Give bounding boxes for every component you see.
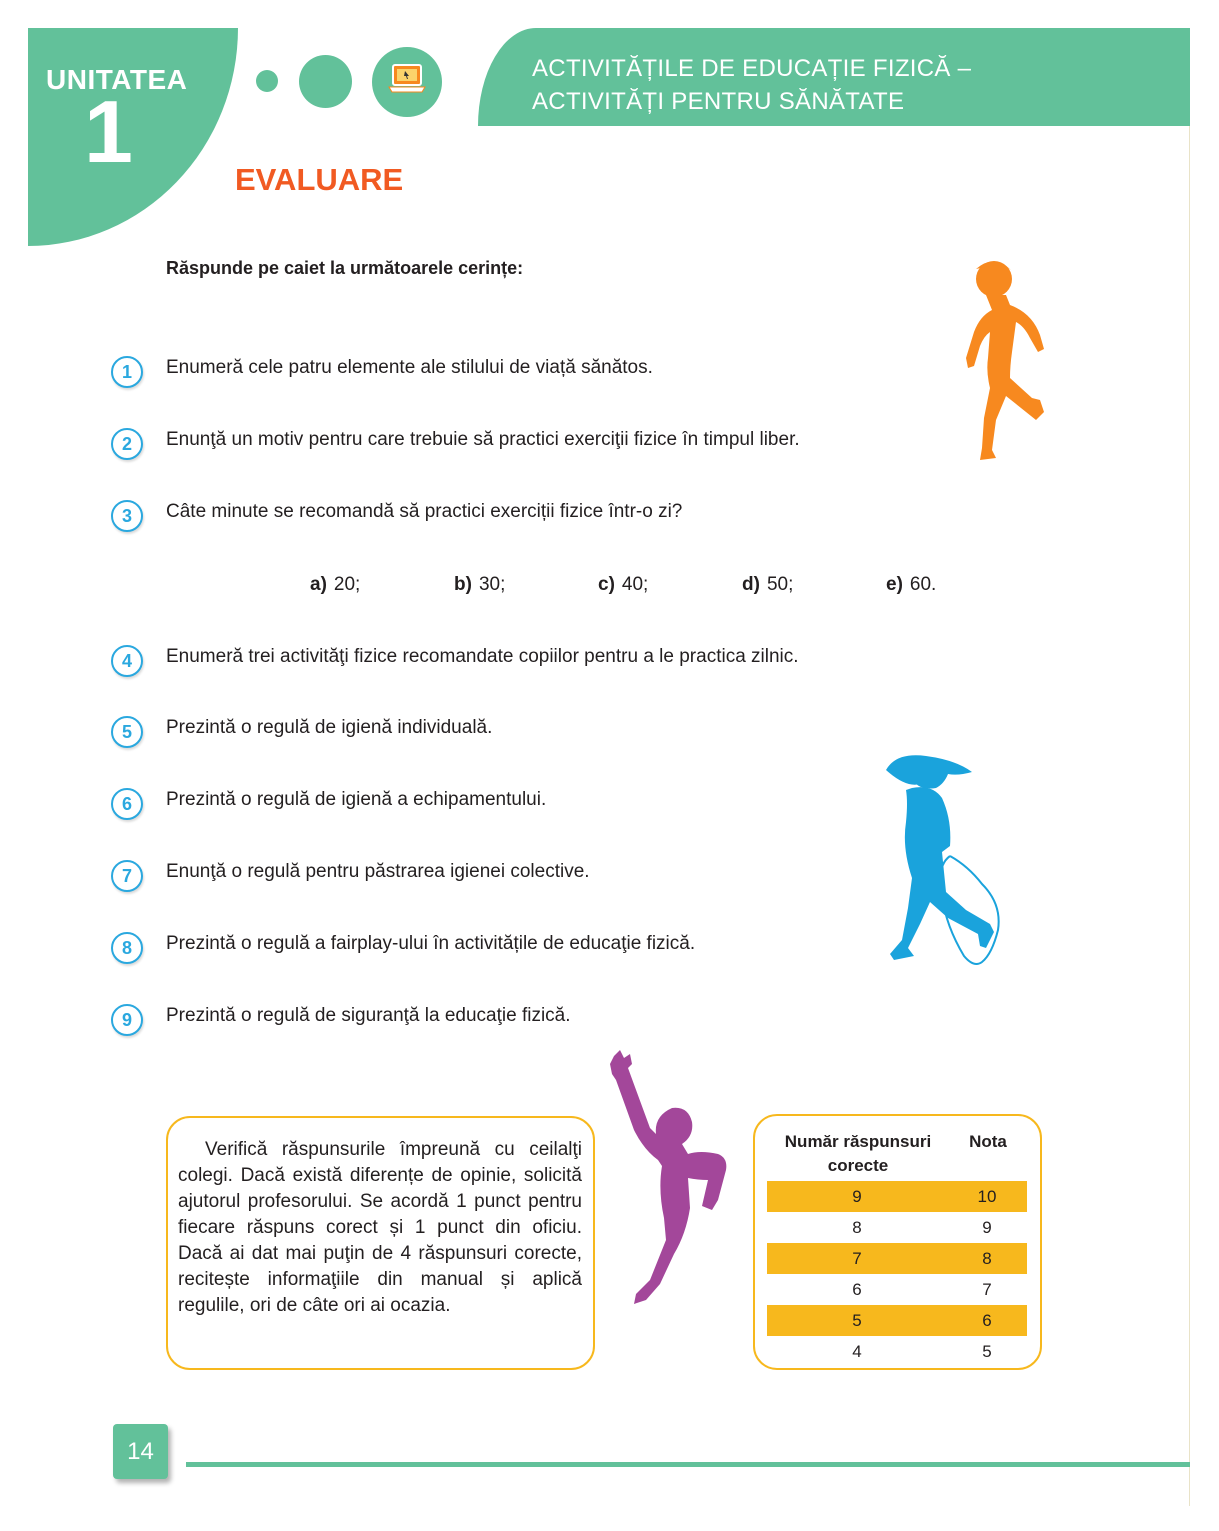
section-title: EVALUARE xyxy=(235,162,404,197)
question-number: 9 xyxy=(111,1004,143,1036)
table-row xyxy=(767,1305,1027,1336)
answer-option-d: d) 50; xyxy=(742,574,794,595)
correct-count-cell: 9 xyxy=(852,1187,862,1206)
running-boy-illustration xyxy=(940,255,1050,487)
stretching-girl-illustration xyxy=(606,1050,736,1314)
grade-cell: 7 xyxy=(982,1280,992,1299)
question-text: Enumeră trei activităţi fizice recomandate copiilor pentru a le practica zilnic. xyxy=(166,646,799,667)
question-number: 6 xyxy=(111,788,143,820)
answer-option-b: b) 30; xyxy=(454,574,506,595)
table-row xyxy=(767,1243,1027,1274)
question-number: 7 xyxy=(111,860,143,892)
grade-cell: 6 xyxy=(982,1311,992,1330)
answer-option-e: e) 60. xyxy=(886,574,937,595)
question-number: 2 xyxy=(111,428,143,460)
page-number: 14 xyxy=(113,1424,168,1479)
decor-dot-small xyxy=(256,70,278,92)
table-row xyxy=(767,1181,1027,1212)
grade-cell: 5 xyxy=(982,1342,992,1361)
decor-dot-medium xyxy=(299,55,352,108)
header-correct-answers-line1: Număr răspunsuri xyxy=(784,1132,932,1151)
table-row xyxy=(767,1212,1027,1243)
laptop-icon xyxy=(387,59,427,99)
table-row xyxy=(767,1274,1027,1305)
header-correct-answers-line2: corecte xyxy=(827,1156,889,1175)
unit-number: 1 xyxy=(84,82,133,181)
question-number: 1 xyxy=(111,356,143,388)
question-text: Prezintă o regulă a fairplay-ului în activitățile de educaţie fizică. xyxy=(166,933,696,954)
question-text: Enunţă o regulă pentru păstrarea igienei colective. xyxy=(166,861,590,882)
grade-cell: 8 xyxy=(982,1249,992,1268)
question-number: 3 xyxy=(111,500,143,532)
table-row xyxy=(767,1336,1027,1367)
grade-cell: 9 xyxy=(982,1218,992,1237)
correct-count-cell: 6 xyxy=(852,1280,862,1299)
correct-count-cell: 5 xyxy=(852,1311,862,1330)
correct-count-cell: 7 xyxy=(852,1249,862,1268)
correct-count-cell: 8 xyxy=(852,1218,862,1237)
page-edge-line xyxy=(1189,126,1190,1506)
question-number: 4 xyxy=(111,645,143,677)
footer-line xyxy=(186,1462,1190,1467)
grade-cell: 10 xyxy=(977,1187,997,1206)
correct-count-cell: 4 xyxy=(852,1342,862,1361)
title-line-1: ACTIVITĂȚILE DE EDUCAȚIE FIZICĂ – xyxy=(532,55,972,82)
answer-option-a: a) 20; xyxy=(310,574,361,595)
title-line-2: ACTIVITĂȚI PENTRU SĂNĂTATE xyxy=(532,88,905,115)
question-text: Enunţă un motiv pentru care trebuie să practici exerciţii fizice în timpul liber. xyxy=(166,429,800,450)
question-text: Prezintă o regulă de igienă individuală. xyxy=(166,717,493,738)
question-text: Prezintă o regulă de igienă a echipamentului. xyxy=(166,789,547,810)
jump-rope-girl-illustration xyxy=(876,752,1036,972)
answer-option-c: c) 40; xyxy=(598,574,649,595)
question-text: Enumeră cele patru elemente ale stilului de viață sănătos. xyxy=(166,357,653,378)
info-text: Verifică răspunsurile împreună cu ceilalţi colegi. Dacă există diferențe de opinie, solicită ajutorul profesorului. Se acordă 1 punct pentru fiecare răspuns corect și 1 punct din oficiu. Dacă ai dat mai puţin de 4 răspunsuri corecte, recitește informaţiile din manual și aplică regulile, ori de câte ori ai ocazia. xyxy=(178,1139,582,1316)
question-number: 5 xyxy=(111,716,143,748)
instruction: Răspunde pe caiet la următoarele cerințe: xyxy=(166,258,524,278)
unit-label: UNITATEA xyxy=(46,64,188,95)
question-text: Câte minute se recomandă să practici exerciții fizice într-o zi? xyxy=(166,501,683,522)
question-number: 8 xyxy=(111,932,143,964)
question-text: Prezintă o regulă de siguranţă la educaţie fizică. xyxy=(166,1005,571,1026)
unit-badge xyxy=(28,28,238,246)
header-grade: Nota xyxy=(969,1132,1007,1151)
